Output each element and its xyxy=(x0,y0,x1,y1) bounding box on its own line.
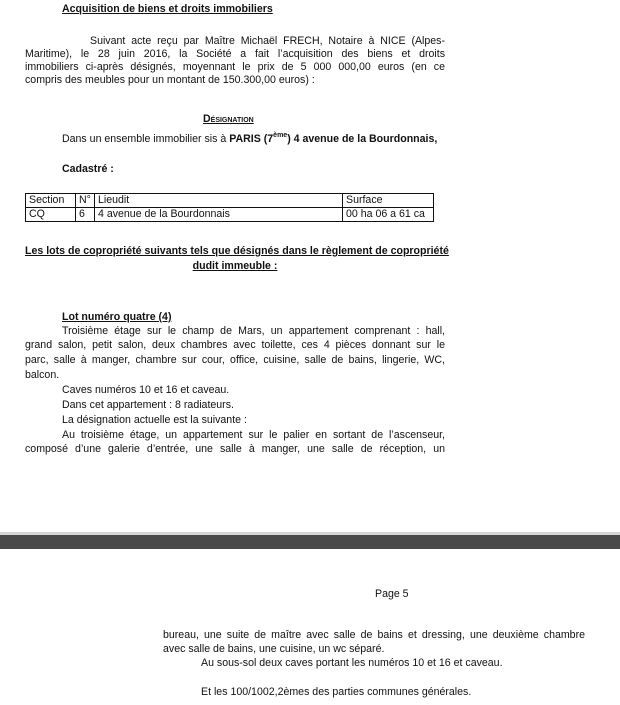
sous-sol-line: Au sous-sol deux caves portant les numéros 10 et 16 et caveau. xyxy=(201,657,503,669)
designation-address: ) 4 avenue de la Bourdonnais, xyxy=(287,133,438,145)
designation-actuelle-line: La désignation actuelle est la suivante : xyxy=(62,414,247,426)
paragraph-line: grand salon, petit salon, deux chambres avec toilette, ces 4 pièces donnant sur le xyxy=(25,339,445,351)
paragraph-line: bureau, une suite de maître avec salle de bains et dressing, une deuxième chambre xyxy=(163,629,585,641)
paragraph-line: compris des meubles pour un montant de 150.300,00 euros) : xyxy=(25,74,315,86)
table-row xyxy=(26,208,434,222)
designation-city: PARIS (7 xyxy=(229,133,274,145)
lots-heading-line: Les lots de copropriété suivants tels que désignés dans le règlement de copropriété xyxy=(25,245,449,257)
paragraph-line: parc, salle à manger, chambre sur cour, office, cuisine, salle de bains, lingerie, WC, xyxy=(25,354,445,366)
table-header-cell: N° xyxy=(76,194,95,208)
designation-title: Désignation xyxy=(203,113,254,125)
table-header-cell: Section xyxy=(26,194,76,208)
table-cell: CQ xyxy=(26,208,76,222)
lot-title: Lot numéro quatre (4) xyxy=(62,311,172,323)
cadastre-table xyxy=(25,193,434,222)
designation-sup: ème xyxy=(273,132,288,139)
table-cell: 00 ha 06 a 61 ca xyxy=(343,208,434,222)
caves-line: Caves numéros 10 et 16 et caveau. xyxy=(62,384,230,396)
cadastre-label: Cadastré : xyxy=(62,163,114,175)
table-header-row xyxy=(26,194,434,208)
table-cell: 4 avenue de la Bourdonnais xyxy=(95,208,343,222)
page-number: Page 5 xyxy=(375,588,409,600)
paragraph-line: composé d’une galerie d’entrée, une salle à manger, une salle de réception, un xyxy=(25,443,445,455)
document-page-2 xyxy=(0,549,620,705)
paragraph-line: Maritime), le 28 juin 2016, la Société a fait l’acquisition des biens et droits xyxy=(25,48,445,60)
table-header-cell: Lieudit xyxy=(95,194,343,208)
table-header-cell: Surface xyxy=(343,194,434,208)
page-separator xyxy=(0,535,620,549)
parties-communes-line: Et les 100/1002,2èmes des parties communes générales. xyxy=(201,686,472,698)
designation-prefix: Dans un ensemble immobilier sis à xyxy=(62,133,230,145)
paragraph-line: immobiliers ci-après désignés, moyennant le prix de 5 000 000,00 euros (en ce xyxy=(25,61,445,73)
paragraph-line: Au troisième étage, un appartement sur le palier en sortant de l’ascenseur, xyxy=(62,429,445,441)
section-heading: Acquisition de biens et droits immobiliers xyxy=(62,3,273,15)
lots-heading-line: dudit immeuble : xyxy=(192,260,278,272)
paragraph-line: balcon. xyxy=(25,369,60,381)
paragraph-line: Suivant acte reçu par Maître Michaël FRECH, Notaire à NICE (Alpes- xyxy=(90,35,445,47)
paragraph-line: avec salle de bains, une cuisine, un wc séparé. xyxy=(163,643,385,655)
designation-line xyxy=(62,133,437,146)
radiateurs-line: Dans cet appartement : 8 radiateurs. xyxy=(62,399,234,411)
table-cell: 6 xyxy=(76,208,95,222)
paragraph-line: Troisième étage sur le champ de Mars, un appartement comprenant : hall, xyxy=(62,325,445,337)
